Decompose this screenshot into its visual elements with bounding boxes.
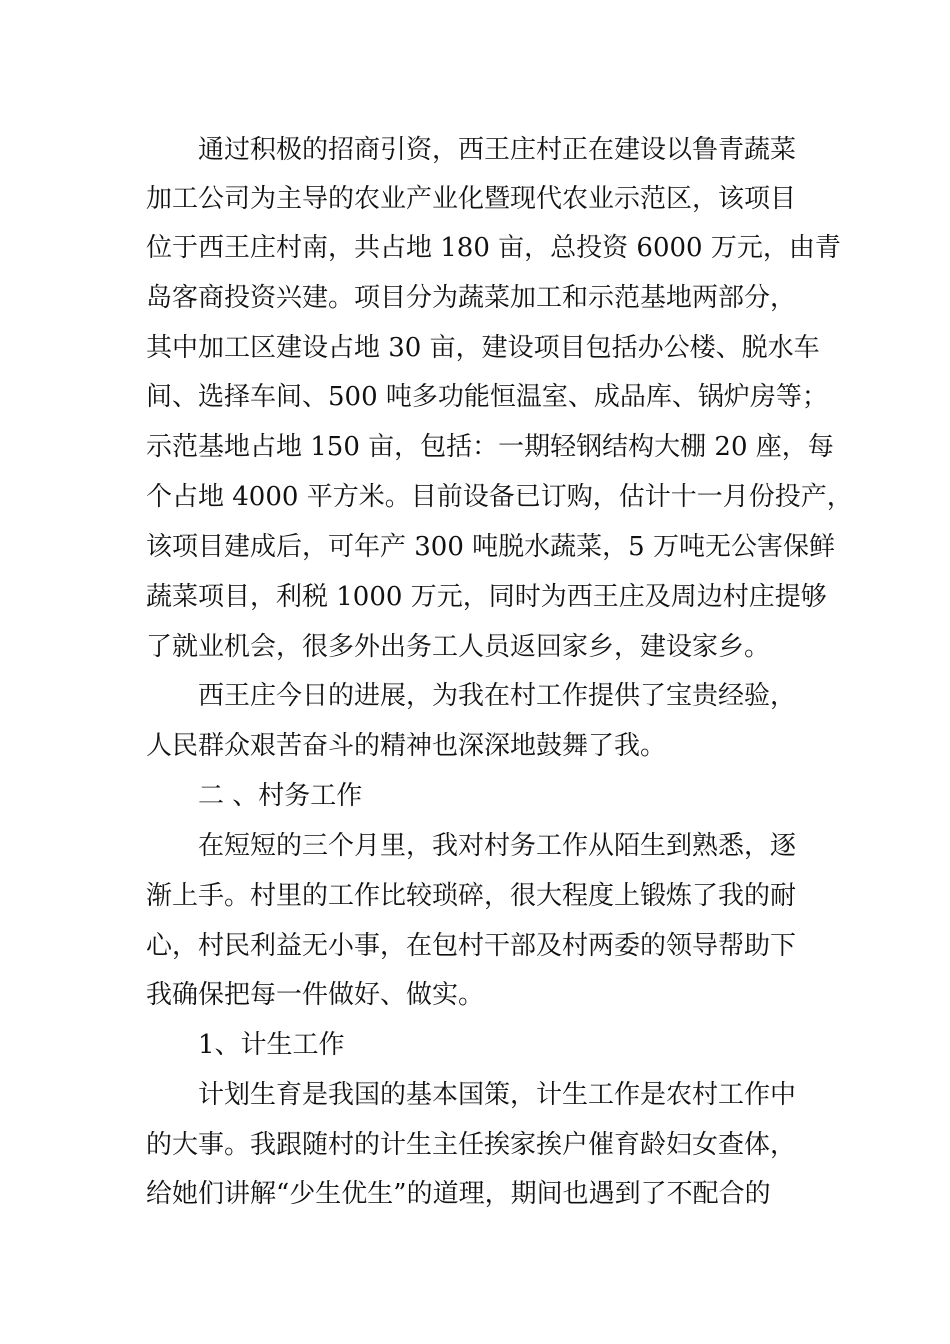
paragraph-line: 了就业机会，很多外出务工人员返回家乡，建设家乡。 [146,632,771,662]
paragraph-line: 我确保把每一件做好、做实。 [146,980,485,1010]
paragraph-line: 在短短的三个月里，我对村务工作从陌生到熟悉，逐 [198,831,797,861]
paragraph-line: 通过积极的招商引资，西王庄村正在建设以鲁青蔬菜 [198,135,797,165]
paragraph-line: 的大事。我跟随村的计生主任挨家挨户催育龄妇女查体， [146,1130,797,1160]
paragraph-line: 个占地 4000 平方米。目前设备已订购，估计十一月份投产， [146,482,853,512]
paragraph-line: 心，村民利益无小事，在包村干部及村两委的领导帮助下 [146,931,797,961]
paragraph-line: 位于西王庄村南，共占地 180 亩，总投资 6000 万元，由青 [146,233,841,263]
paragraph-line: 示范基地占地 150 亩，包括：一期轻钢结构大棚 20 座，每 [146,432,834,462]
paragraph-line: 渐上手。村里的工作比较琐碎，很大程度上锻炼了我的耐 [146,881,797,911]
paragraph-line: 蔬菜项目，利税 1000 万元，同时为西王庄及周边村庄提够 [146,582,827,612]
paragraph-line: 计划生育是我国的基本国策，计生工作是农村工作中 [198,1080,797,1110]
paragraph-line: 人民群众艰苦奋斗的精神也深深地鼓舞了我。 [146,731,667,761]
paragraph-line: 间、选择车间、500 吨多功能恒温室、成品库、锅炉房等； [146,382,828,412]
paragraph-line: 该项目建成后，可年产 300 吨脱水蔬菜，5 万吨无公害保鲜 [146,532,835,562]
paragraph-line: 加工公司为主导的农业产业化暨现代农业示范区，该项目 [146,184,797,214]
paragraph-line: 其中加工区建设占地 30 亩，建设项目包括办公楼、脱水车 [146,333,820,363]
subsection-heading: 1、计生工作 [198,1030,345,1060]
paragraph-line: 岛客商投资兴建。项目分为蔬菜加工和示范基地两部分， [146,283,797,313]
paragraph-line: 给她们讲解“少生优生”的道理，期间也遇到了不配合的 [146,1179,771,1209]
section-heading: 二 、村务工作 [198,781,363,811]
paragraph-line: 西王庄今日的进展，为我在村工作提供了宝贵经验， [198,681,797,711]
